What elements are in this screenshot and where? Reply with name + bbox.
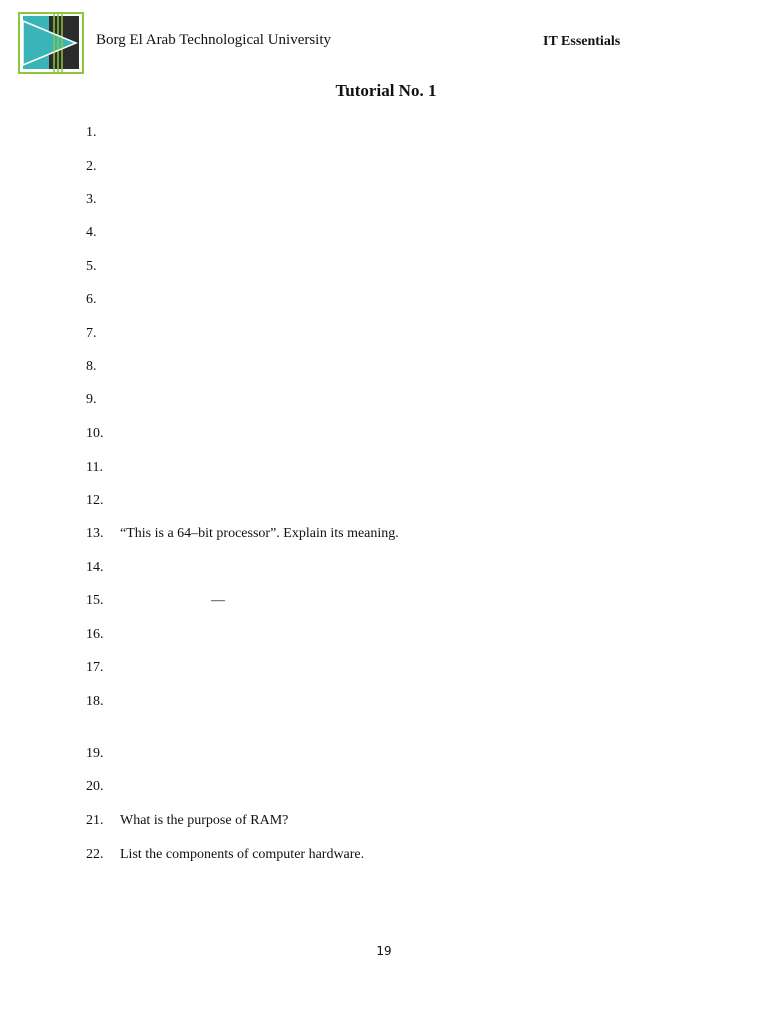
question-item	[86, 777, 686, 797]
question-item	[86, 290, 686, 310]
question-number: 14.	[86, 560, 104, 575]
question-number: 19.	[86, 746, 104, 761]
question-text: What is the purpose of RAM?	[120, 813, 289, 828]
question-number: 9.	[86, 392, 97, 407]
question-item	[86, 658, 686, 678]
question-number: 15.	[86, 593, 104, 608]
question-number: 17.	[86, 660, 104, 675]
question-item	[86, 458, 686, 478]
course-name: IT Essentials	[543, 34, 621, 49]
question-item	[86, 744, 686, 764]
question-item	[86, 625, 686, 645]
question-item	[86, 811, 686, 831]
question-item	[86, 324, 686, 344]
question-item	[86, 223, 686, 243]
question-item	[86, 692, 686, 712]
question-item	[86, 558, 686, 578]
question-item	[86, 257, 686, 277]
question-item	[86, 190, 686, 210]
question-number: 5.	[86, 259, 97, 274]
question-number: 6.	[86, 292, 97, 307]
page-number: 19	[376, 944, 392, 958]
university-name: Borg El Arab Technological University	[96, 32, 332, 48]
question-number: 3.	[86, 192, 97, 207]
question-number: 2.	[86, 159, 97, 174]
page-title: Tutorial No. 1	[335, 81, 437, 100]
question-number: 22.	[86, 847, 104, 862]
question-number: 12.	[86, 493, 104, 508]
question-number: 16.	[86, 627, 104, 642]
question-number: 11.	[86, 460, 103, 475]
question-item	[86, 357, 686, 377]
question-item	[86, 491, 686, 511]
question-number: 20.	[86, 779, 104, 794]
question-number: 7.	[86, 326, 97, 341]
question-item	[86, 424, 686, 444]
question-dash: —	[211, 593, 225, 608]
question-item	[86, 591, 686, 611]
question-number: 13.	[86, 526, 104, 541]
question-number: 4.	[86, 225, 97, 240]
question-item	[86, 390, 686, 410]
question-number: 1.	[86, 125, 97, 140]
question-item	[86, 123, 686, 143]
question-item	[86, 524, 686, 544]
question-number: 18.	[86, 694, 104, 709]
question-item	[86, 845, 686, 865]
question-number: 8.	[86, 359, 97, 374]
question-number: 21.	[86, 813, 104, 828]
question-number: 10.	[86, 426, 104, 441]
question-text: List the components of computer hardware.	[120, 847, 365, 862]
question-item	[86, 157, 686, 177]
question-text: “This is a 64–bit processor”. Explain its meaning.	[120, 526, 399, 541]
